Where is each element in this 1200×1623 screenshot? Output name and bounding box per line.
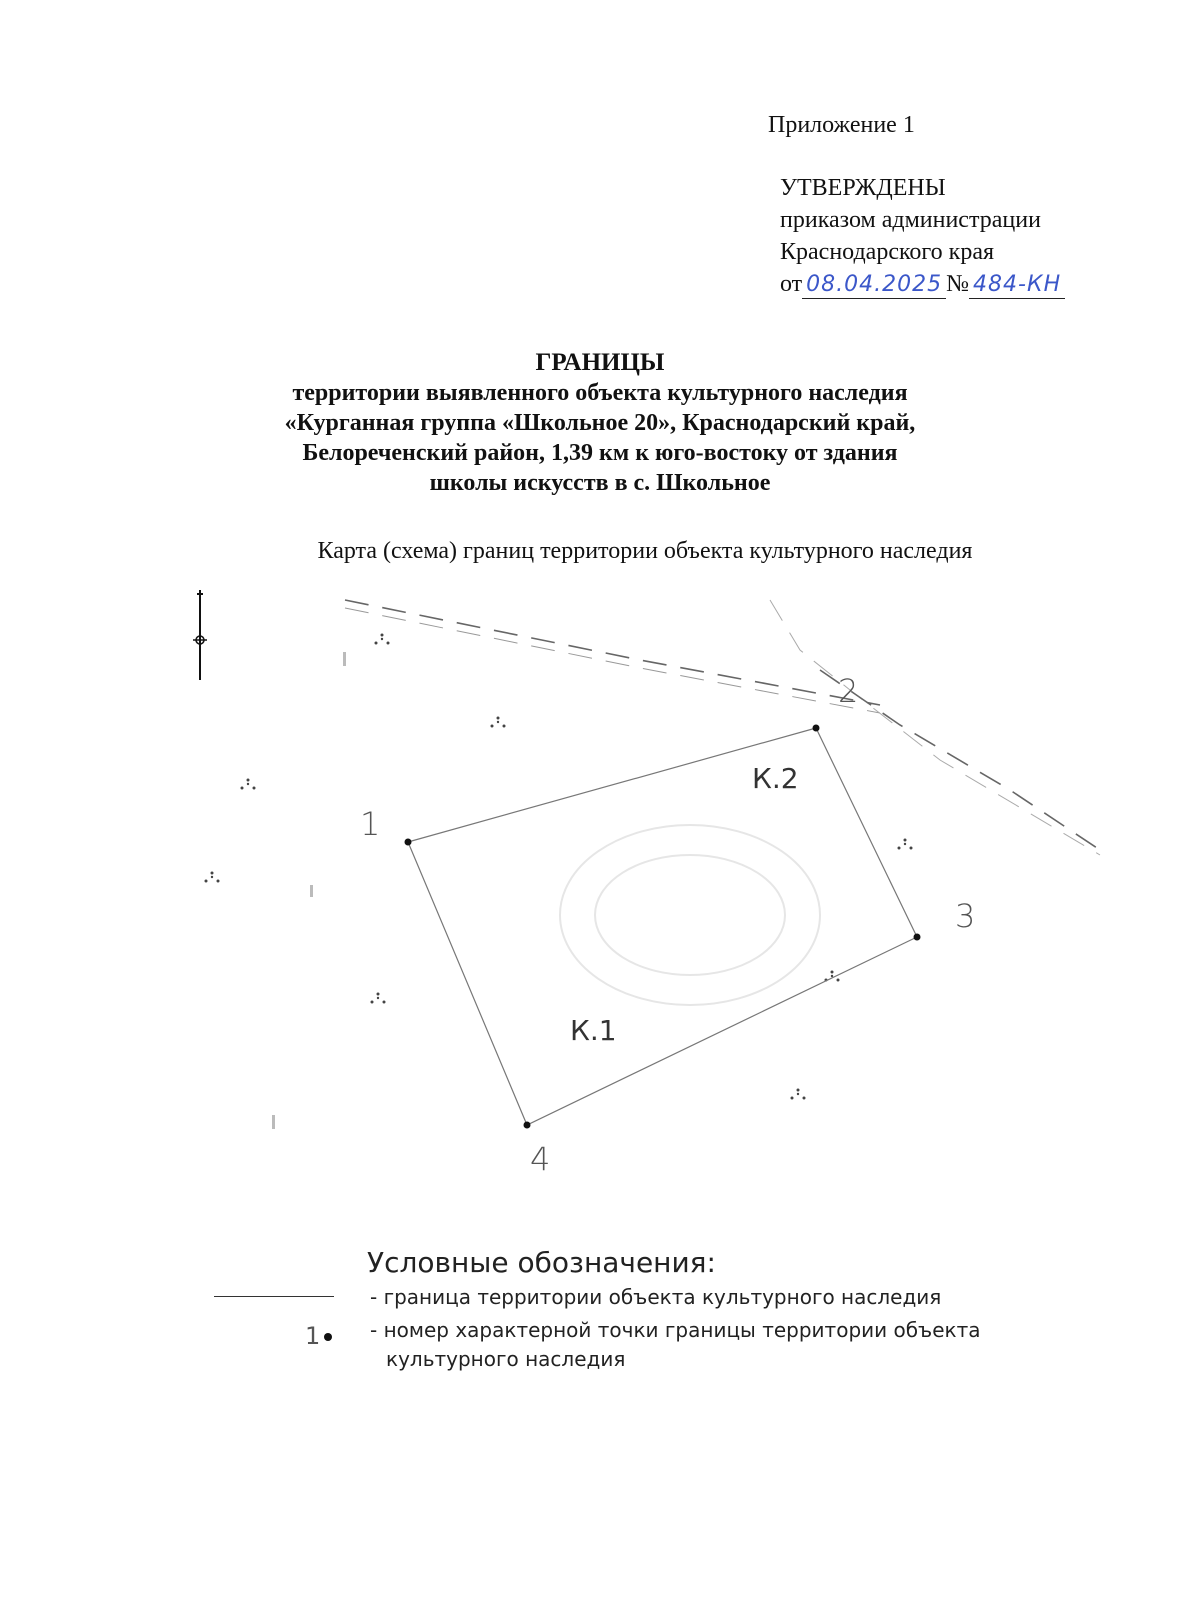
legend-boundary-line-sample: [214, 1296, 334, 1297]
point-label-3: 3: [955, 897, 976, 935]
appendix-label: Приложение 1: [768, 112, 915, 138]
approved-heading: УТВЕРЖДЕНЫ: [780, 175, 946, 201]
approved-by-line2: Краснодарского края: [780, 239, 995, 265]
heritage-boundary-polygon: [408, 728, 917, 1125]
point-label-2: 2: [838, 672, 859, 710]
kurgan-label-1: К.1: [570, 1014, 617, 1047]
title-line-2: «Курганная группа «Школьное 20», Краснодарский край,: [284, 410, 916, 436]
legend-point-text-2: культурного наследия: [386, 1347, 626, 1371]
handwritten-date: 08.04.2025: [802, 272, 946, 299]
boundary-point-1: [405, 839, 412, 846]
kurgan-label-2: К.2: [752, 762, 799, 795]
road-dashed-lines: [345, 600, 1100, 855]
point-dot-icon: [324, 1333, 332, 1341]
map-caption: Карта (схема) границ территории объекта культурного наследия: [317, 538, 973, 564]
faint-stamp-traces: [560, 825, 820, 1005]
legend-boundary-text: - граница территории объекта культурного наследия: [370, 1285, 942, 1309]
boundary-point-4: [524, 1122, 531, 1129]
title-main: ГРАНИЦЫ: [535, 349, 665, 376]
document-title: [0, 348, 1200, 498]
legend-title: Условные обозначения:: [367, 1246, 716, 1279]
legend-point-sample: [305, 1322, 332, 1350]
terrain-symbols: [205, 634, 913, 1100]
approval-block: [780, 172, 1065, 300]
point-label-4: 4: [530, 1140, 551, 1178]
north-arrow-icon: [193, 590, 207, 680]
point-label-1: 1: [360, 805, 381, 843]
legend-point-number: 1: [305, 1322, 321, 1350]
number-prefix: №: [946, 271, 970, 297]
boundary-map: [0, 590, 1200, 1200]
title-line-4: школы искусств в с. Школьное: [429, 470, 771, 496]
handwritten-number: 484-КН: [969, 272, 1065, 299]
date-prefix: от: [780, 271, 803, 297]
boundary-point-2: [813, 725, 820, 732]
faint-marks: [272, 652, 346, 1129]
approved-date-line: [780, 268, 1065, 300]
title-line-1: территории выявленного объекта культурного наследия: [292, 380, 908, 406]
boundary-point-3: [914, 934, 921, 941]
approved-by-line1: приказом администрации: [780, 207, 1041, 233]
legend-point-text-1: - номер характерной точки границы территории объекта: [370, 1318, 981, 1342]
title-line-3: Белореченский район, 1,39 км к юго-востоку от здания: [302, 440, 898, 466]
